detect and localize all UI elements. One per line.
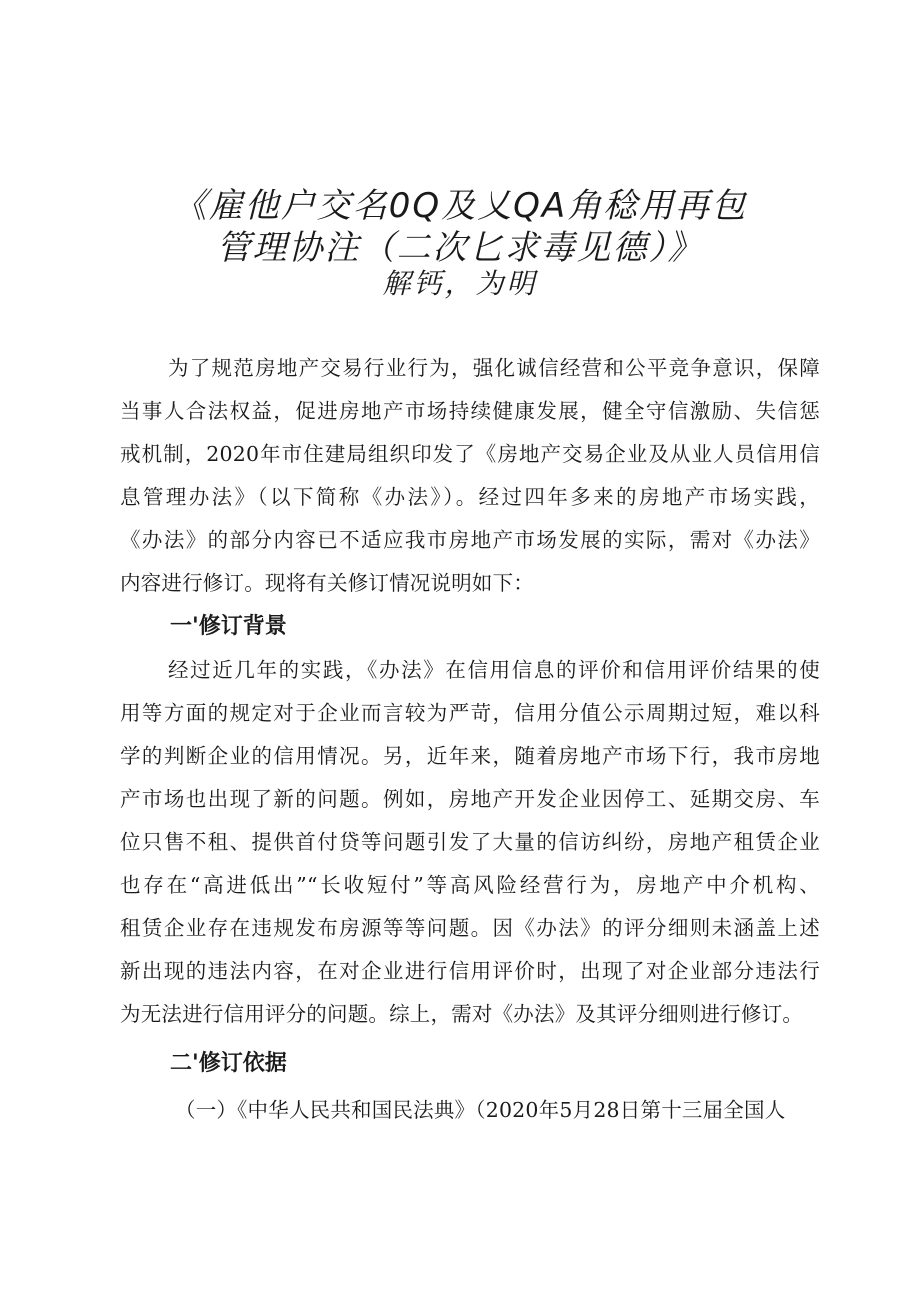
intro-line: 戒机制，2020年市住建局组织印发了《房地产交易企业及从业人员信用信 [120, 442, 820, 466]
section2-line: （一）《中华人民共和国民法典》（2020年5月28日第十三届全国人 [175, 1098, 786, 1122]
document-title-line-1: 《雇他户交名0Q及乂QA角稔用再包 [172, 186, 748, 226]
section-heading-background: 一'修订背景 [170, 614, 287, 639]
section1-line: 也存在“高进低出”“长收短付”等高风险经营行为，房地产中介机构、 [120, 873, 820, 897]
section1-line: 租赁企业存在违规发布房源等等问题。因《办法》的评分细则未涵盖上述 [120, 916, 820, 940]
section1-line: 经过近几年的实践，《办法》在信用信息的评价和信用评价结果的使 [168, 658, 820, 682]
section1-line: 学的判断企业的信用情况。另，近年来，随着房地产市场下行，我市房地 [120, 744, 820, 768]
intro-line: 《办法》的部分内容已不适应我市房地产市场发展的实际，需对《办法》 [120, 528, 820, 552]
section1-line: 用等方面的规定对于企业而言较为严苛，信用分值公示周期过短，难以科 [120, 701, 820, 725]
intro-line: 为了规范房地产交易行业行为，强化诚信经营和公平竞争意识，保障 [168, 356, 820, 380]
section1-line: 为无法进行信用评分的问题。综上，需对《办法》及其评分细则进行修订。 [120, 1002, 804, 1026]
document-subtitle: 解钙，为明 [382, 267, 538, 300]
section-heading-basis: 二'修订依据 [170, 1051, 287, 1076]
intro-line: 息管理办法》（以下简称《办法》）。经过四年多来的房地产市场实践， [120, 485, 820, 509]
intro-line: 当事人合法权益，促进房地产市场持续健康发展，健全守信激励、失信惩 [120, 399, 820, 423]
section1-line: 产市场也出现了新的问题。例如，房地产开发企业因停工、延期交房、车 [120, 787, 820, 811]
section1-line: 新出现的违法内容，在对企业进行信用评价时，出现了对企业部分违法行 [120, 959, 820, 983]
intro-line: 内容进行修订。现将有关修订情况说明如下： [120, 571, 534, 595]
document-title-line-2: 管理协注（二次匕求毒见德）》 [216, 228, 704, 268]
section1-line: 位只售不租、提供首付贷等问题引发了大量的信访纠纷，房地产租赁企业 [120, 830, 820, 854]
